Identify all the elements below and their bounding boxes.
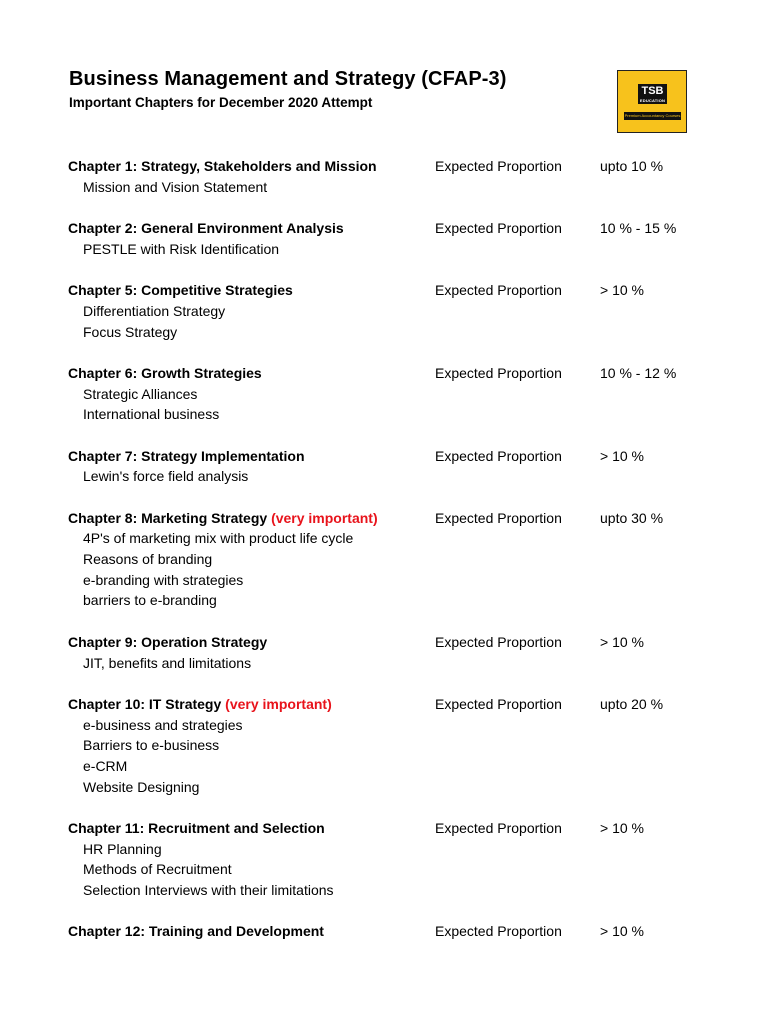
proportion-value: > 10 % xyxy=(600,633,644,650)
chapter-block xyxy=(68,818,728,901)
proportion-value: > 10 % xyxy=(600,447,644,464)
chapter-topic: JIT, benefits and limitations xyxy=(83,654,252,671)
chapter-heading-row xyxy=(68,280,728,301)
chapter-topic: e-branding with strategies xyxy=(83,571,244,588)
proportion-value: > 10 % xyxy=(600,923,644,940)
logo-mark xyxy=(638,84,667,104)
chapter-title-text: Chapter 8: Marketing Strategy xyxy=(68,509,268,526)
proportion-value: > 10 % xyxy=(600,820,644,836)
expected-proportion-label: Expected Proportion xyxy=(435,220,562,237)
chapter-block xyxy=(68,156,728,197)
chapter-title-text: Chapter 7: Strategy Implementation xyxy=(68,447,305,464)
chapter-heading-row xyxy=(68,632,728,653)
chapter-title xyxy=(68,921,324,942)
very-important-flag: (very important) xyxy=(271,509,378,526)
chapter-heading-row xyxy=(68,694,728,715)
chapter-topic: 4P's of marketing mix with product life cycle xyxy=(83,530,354,547)
document-title: Business Management and Strategy (CFAP-3) xyxy=(69,68,507,90)
chapter-topic: Mission and Vision Statement xyxy=(83,178,268,195)
expected-proportion-label: Expected Proportion xyxy=(435,633,562,650)
tsb-logo xyxy=(617,70,687,133)
proportion-value: upto 10 % xyxy=(600,158,664,174)
chapter-topic: barriers to e-branding xyxy=(83,592,217,609)
chapter-topic: HR Planning xyxy=(83,840,162,857)
chapter-title-text: Chapter 6: Growth Strategies xyxy=(68,364,262,381)
chapter-title-text: Chapter 9: Operation Strategy xyxy=(68,633,268,650)
chapter-title xyxy=(68,694,332,715)
proportion-value: 10 % - 12 % xyxy=(600,364,677,381)
chapter-title xyxy=(68,156,377,177)
chapter-title-text: Chapter 2: General Environment Analysis xyxy=(68,220,344,237)
chapter-title-text: Chapter 1: Strategy, Stakeholders and Mission xyxy=(68,158,377,174)
chapter-topic: Barriers to e-business xyxy=(83,737,220,754)
proportion-value: upto 30 % xyxy=(600,509,664,526)
chapter-title xyxy=(68,632,267,653)
chapter-block xyxy=(68,363,728,425)
chapter-heading-row xyxy=(68,218,728,239)
logo-subtext: EDUCATION xyxy=(639,98,666,103)
chapter-title-text: Chapter 12: Training and Development xyxy=(68,923,324,940)
chapter-title xyxy=(68,446,305,467)
chapter-title xyxy=(68,218,344,239)
proportion-value: > 10 % xyxy=(600,282,644,299)
chapter-list xyxy=(68,156,728,942)
expected-proportion-label: Expected Proportion xyxy=(435,447,562,464)
chapter-block xyxy=(68,921,728,942)
chapter-block xyxy=(68,280,728,342)
chapter-topic: e-CRM xyxy=(83,757,128,774)
chapter-heading-row xyxy=(68,446,728,467)
chapter-block xyxy=(68,218,728,259)
expected-proportion-label: Expected Proportion xyxy=(435,282,562,299)
proportion-value: upto 20 % xyxy=(600,695,664,712)
chapter-block xyxy=(68,632,728,673)
very-important-flag: (very important) xyxy=(225,695,332,712)
chapter-topic: PESTLE with Risk Identification xyxy=(83,240,280,257)
chapter-topic: Lewin's force field analysis xyxy=(83,468,249,485)
expected-proportion-label: Expected Proportion xyxy=(435,820,562,836)
chapter-block xyxy=(68,508,728,611)
expected-proportion-label: Expected Proportion xyxy=(435,158,562,174)
expected-proportion-label: Expected Proportion xyxy=(435,695,562,712)
chapter-heading-row xyxy=(68,508,728,529)
chapter-block xyxy=(68,694,728,797)
chapter-topic: Reasons of branding xyxy=(83,551,213,568)
chapter-heading-row xyxy=(68,921,728,942)
expected-proportion-label: Expected Proportion xyxy=(435,509,562,526)
expected-proportion-label: Expected Proportion xyxy=(435,364,562,381)
document-subtitle: Important Chapters for December 2020 Attempt xyxy=(69,95,373,110)
chapter-heading-row xyxy=(68,156,728,177)
chapter-topic: e-business and strategies xyxy=(83,716,243,733)
chapter-title xyxy=(68,818,325,839)
expected-proportion-label: Expected Proportion xyxy=(435,923,562,940)
chapter-topic: Strategic Alliances xyxy=(83,385,198,402)
chapter-topic: Selection Interviews with their limitations xyxy=(83,882,334,899)
chapter-topic: Focus Strategy xyxy=(83,323,178,340)
proportion-value: 10 % - 15 % xyxy=(600,220,677,237)
chapter-title xyxy=(68,280,293,301)
chapter-title xyxy=(68,508,378,529)
chapter-heading-row xyxy=(68,818,728,839)
logo-tagline: Premium Accountancy Courses xyxy=(624,113,681,118)
chapter-title xyxy=(68,363,262,384)
chapter-block xyxy=(68,446,728,487)
chapter-topic: Website Designing xyxy=(83,778,200,795)
chapter-topic: International business xyxy=(83,406,220,423)
chapter-heading-row xyxy=(68,363,728,384)
chapter-topic: Differentiation Strategy xyxy=(83,302,226,319)
logo-text: TSB xyxy=(641,85,664,97)
chapter-title-text: Chapter 5: Competitive Strategies xyxy=(68,282,293,299)
document-header xyxy=(69,66,507,110)
chapter-title-text: Chapter 11: Recruitment and Selection xyxy=(68,820,325,836)
chapter-topic: Methods of Recruitment xyxy=(83,861,232,878)
chapter-title-text: Chapter 10: IT Strategy xyxy=(68,695,222,712)
